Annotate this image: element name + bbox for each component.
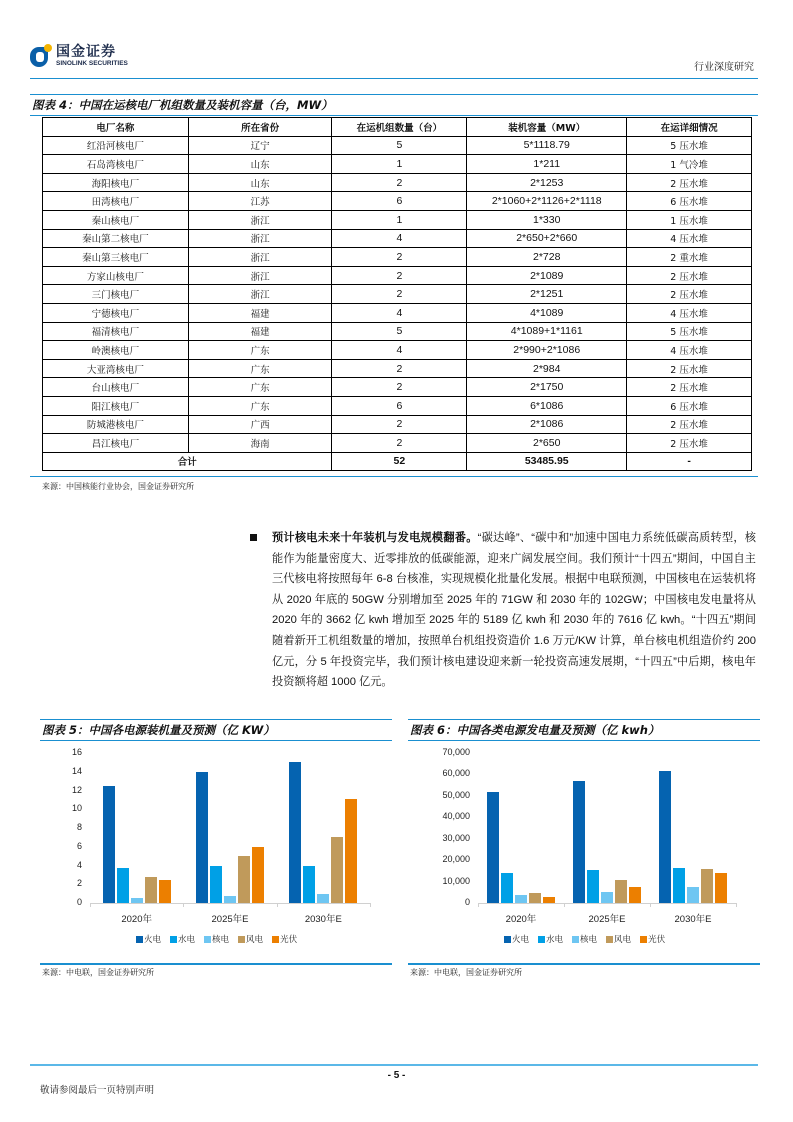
table-cell: 2 压水堆 xyxy=(627,415,752,434)
table-row xyxy=(43,210,752,229)
x-tick-mark xyxy=(90,903,91,907)
page-number: - 5 - xyxy=(387,1070,406,1081)
company-logo xyxy=(30,44,128,68)
x-tick-mark xyxy=(478,903,479,907)
y-tick-label: 0 xyxy=(76,897,82,907)
legend-label: 核电 xyxy=(580,935,598,945)
nuclear-plants-table xyxy=(42,117,752,471)
table-cell: 1 xyxy=(332,155,467,174)
y-tick-label: 2 xyxy=(76,878,82,889)
logo-cn: 国金证券 xyxy=(56,43,116,60)
table-cell: 广东 xyxy=(188,396,332,415)
table-cell: 6 压水堆 xyxy=(627,396,752,415)
legend-swatch-icon xyxy=(640,936,647,943)
table-cell: 1*211 xyxy=(467,155,627,174)
legend-swatch-icon xyxy=(572,936,579,943)
bar-风电 xyxy=(145,877,157,903)
bar-火电 xyxy=(289,762,301,903)
y-tick-label: 10,000 xyxy=(442,875,470,886)
bar-火电 xyxy=(103,786,115,903)
legend-label: 光伏 xyxy=(648,935,666,945)
figure4-title: 图表 4：中国在运核电厂机组数量及装机容量（台，MW） xyxy=(32,98,333,112)
figure5-title-bar xyxy=(40,719,392,741)
legend-item xyxy=(572,933,597,945)
table-cell: 2 压水堆 xyxy=(627,266,752,285)
legend-swatch-icon xyxy=(204,936,211,943)
table-cell: 2*728 xyxy=(467,248,627,267)
table-cell: 5 压水堆 xyxy=(627,322,752,341)
table-cell: 三门核电厂 xyxy=(43,285,189,304)
y-tick-label: 20,000 xyxy=(442,854,470,865)
total-detail: - xyxy=(627,452,752,471)
legend-item xyxy=(238,933,263,945)
legend-label: 光伏 xyxy=(280,935,298,945)
table-cell: 石岛湾核电厂 xyxy=(43,155,189,174)
bar-光伏 xyxy=(629,887,641,903)
legend-label: 水电 xyxy=(546,935,564,945)
legend-label: 水电 xyxy=(178,935,196,945)
table-cell: 昌江核电厂 xyxy=(43,434,189,453)
table-row xyxy=(43,192,752,211)
bar-火电 xyxy=(659,771,671,903)
table-cell: 6 xyxy=(332,396,467,415)
table-cell: 2 压水堆 xyxy=(627,378,752,397)
paragraph-lead: 预计核电未来十年装机与发电规模翻番。 xyxy=(272,531,478,544)
table-cell: 浙江 xyxy=(188,266,332,285)
table-cell: 宁德核电厂 xyxy=(43,303,189,322)
table-cell: 2 xyxy=(332,378,467,397)
table-row xyxy=(43,173,752,192)
x-tick-mark xyxy=(370,903,371,907)
table-row xyxy=(43,434,752,453)
figure5-source: 来源：中电联，国金证券研究所 xyxy=(42,968,154,977)
x-category-label: 2030年E xyxy=(304,914,342,925)
table-cell: 4 xyxy=(332,303,467,322)
bar-核电 xyxy=(687,887,699,903)
table-cell: 2 压水堆 xyxy=(627,359,752,378)
chart-legend xyxy=(136,933,297,945)
bar-风电 xyxy=(529,893,541,903)
x-category-label: 2025年E xyxy=(588,914,626,925)
column-header: 在运详细情况 xyxy=(627,118,752,137)
table-cell: 1 压水堆 xyxy=(627,210,752,229)
bar-核电 xyxy=(317,894,329,903)
y-tick-label: 70,000 xyxy=(442,747,470,757)
table-cell: 6 压水堆 xyxy=(627,192,752,211)
table-cell: 4 压水堆 xyxy=(627,229,752,248)
column-header: 电厂名称 xyxy=(43,118,189,137)
generation-bar-chart xyxy=(408,745,760,950)
table-cell: 2*1253 xyxy=(467,173,627,192)
table-cell: 1 xyxy=(332,210,467,229)
report-type: 行业深度研究 xyxy=(694,62,754,73)
table-row xyxy=(43,341,752,360)
table-cell: 2 压水堆 xyxy=(627,173,752,192)
capacity-bar-chart xyxy=(40,745,392,950)
table-cell: 浙江 xyxy=(188,285,332,304)
bar-水电 xyxy=(117,868,129,903)
table-cell: 福建 xyxy=(188,322,332,341)
table-cell: 1*330 xyxy=(467,210,627,229)
table-cell: 秦山第三核电厂 xyxy=(43,248,189,267)
y-tick-label: 4 xyxy=(76,859,82,870)
table-cell: 广西 xyxy=(188,415,332,434)
bar-核电 xyxy=(515,895,527,903)
bar-水电 xyxy=(673,868,685,903)
legend-swatch-icon xyxy=(606,936,613,943)
bar-风电 xyxy=(238,856,250,903)
bar-火电 xyxy=(487,792,499,903)
table-cell: 4*1089 xyxy=(467,303,627,322)
legend-swatch-icon xyxy=(238,936,245,943)
total-units: 52 xyxy=(332,452,467,471)
table-cell: 2*990+2*1086 xyxy=(467,341,627,360)
total-capacity: 53485.95 xyxy=(467,452,627,471)
table-row xyxy=(43,396,752,415)
footer-divider xyxy=(30,1064,758,1066)
table-cell: 4*1089+1*1161 xyxy=(467,322,627,341)
bar-核电 xyxy=(224,896,236,903)
x-category-label: 2025年E xyxy=(211,914,249,925)
x-category-label: 2020年 xyxy=(505,914,537,925)
figure5-bottom-divider xyxy=(40,963,392,965)
table-cell: 2*1086 xyxy=(467,415,627,434)
table-cell: 2 重水堆 xyxy=(627,248,752,267)
table-row xyxy=(43,229,752,248)
legend-item xyxy=(204,933,229,945)
table-row xyxy=(43,359,752,378)
legend-item xyxy=(136,933,161,945)
legend-item xyxy=(640,933,665,945)
table-row xyxy=(43,248,752,267)
paragraph-body: “碳达峰”、“碳中和”加速中国电力系统低碳高质转型，核能作为能量密度大、近零排放的低碳能源，迎来广阔发展空间。我们预计“十四五”期间，中国自主三代核电将按照每年 6-8 台核准，实现规模化批量化发展。根据中电联预测，中国核电在运装机将从 2020 年底的 50GW 分别增加至 2025 年的 71GW 和 2030 年的 102GW；中国核电发电量将从 2020 年的 3662 亿 kwh 增加至 2025 年的 5189 亿 kwh 和 2030 年的 7616 亿 kwh。“十四五”期间随着新开工机组数量的增加，按照单台机组投资造价 1.6 万元/KW 计算，单台核电机组造价约 200 亿元，分 5 年投资完毕，我们预计核电建设迎来新一轮投资高速发展期，“十四五”中后期，核电年投资额将超 1000 亿元。 xyxy=(272,532,756,689)
table-cell: 浙江 xyxy=(188,248,332,267)
x-tick-mark xyxy=(183,903,184,907)
header-divider xyxy=(30,78,758,79)
x-category-label: 2020年 xyxy=(121,914,152,925)
disclaimer-note: 敬请参阅最后一页特别声明 xyxy=(40,1085,155,1096)
bar-火电 xyxy=(573,781,585,903)
table-cell: 秦山核电厂 xyxy=(43,210,189,229)
page-header xyxy=(30,44,758,80)
x-axis-line xyxy=(478,903,736,904)
x-axis-line xyxy=(90,903,370,904)
table-cell: 5 xyxy=(332,322,467,341)
logo-icon xyxy=(30,44,50,68)
table-cell: 2*650+2*660 xyxy=(467,229,627,248)
bar-风电 xyxy=(701,869,713,903)
table-cell: 2 xyxy=(332,415,467,434)
table-cell: 2 xyxy=(332,434,467,453)
legend-item xyxy=(504,933,529,945)
y-tick-label: 14 xyxy=(71,765,82,776)
table-cell: 大亚湾核电厂 xyxy=(43,359,189,378)
legend-label: 风电 xyxy=(246,935,264,945)
table-total-row xyxy=(43,452,752,471)
table-cell: 2 xyxy=(332,266,467,285)
bar-光伏 xyxy=(715,873,727,903)
table-cell: 防城港核电厂 xyxy=(43,415,189,434)
table-cell: 2 xyxy=(332,173,467,192)
figure6-source: 来源：中电联，国金证券研究所 xyxy=(410,968,522,977)
table-row xyxy=(43,266,752,285)
bar-水电 xyxy=(303,866,315,904)
column-header: 在运机组数量（台） xyxy=(332,118,467,137)
column-header: 所在省份 xyxy=(188,118,332,137)
table-cell: 浙江 xyxy=(188,210,332,229)
table-row xyxy=(43,303,752,322)
table-cell: 2*984 xyxy=(467,359,627,378)
table-cell: 海阳核电厂 xyxy=(43,173,189,192)
total-label: 合计 xyxy=(43,452,332,471)
legend-item xyxy=(538,933,563,945)
legend-swatch-icon xyxy=(170,936,177,943)
table-cell: 福建 xyxy=(188,303,332,322)
legend-label: 核电 xyxy=(212,935,230,945)
table-cell: 辽宁 xyxy=(188,136,332,155)
bar-光伏 xyxy=(543,897,555,903)
y-tick-label: 40,000 xyxy=(442,811,470,822)
bar-光伏 xyxy=(159,880,171,903)
y-tick-label: 60,000 xyxy=(442,768,470,779)
table-cell: 2*650 xyxy=(467,434,627,453)
table-row xyxy=(43,155,752,174)
figure5-title: 图表 5：中国各电源装机量及预测（亿 KW） xyxy=(42,723,275,737)
figure4-title-bar xyxy=(30,94,758,116)
table-cell: 广东 xyxy=(188,359,332,378)
y-tick-label: 12 xyxy=(71,784,82,795)
logo-en: SINOLINK SECURITIES xyxy=(56,59,128,67)
bar-风电 xyxy=(331,837,343,903)
table-cell: 江苏 xyxy=(188,192,332,211)
figure6-bottom-divider xyxy=(408,963,760,965)
table-cell: 岭澳核电厂 xyxy=(43,341,189,360)
table-cell: 5*1118.79 xyxy=(467,136,627,155)
table-cell: 4 xyxy=(332,341,467,360)
x-tick-mark xyxy=(277,903,278,907)
legend-swatch-icon xyxy=(136,936,143,943)
legend-item xyxy=(272,933,297,945)
bar-光伏 xyxy=(345,799,357,903)
table-cell: 2*1089 xyxy=(467,266,627,285)
figure6-title: 图表 6：中国各类电源发电量及预测（亿 kwh） xyxy=(410,723,660,737)
table-cell: 山东 xyxy=(188,155,332,174)
table-cell: 秦山第二核电厂 xyxy=(43,229,189,248)
legend-item xyxy=(606,933,631,945)
legend-swatch-icon xyxy=(504,936,511,943)
x-tick-mark xyxy=(564,903,565,907)
bar-风电 xyxy=(615,880,627,903)
table-cell: 海南 xyxy=(188,434,332,453)
table-cell: 1 气冷堆 xyxy=(627,155,752,174)
table-cell: 台山核电厂 xyxy=(43,378,189,397)
table-cell: 2 压水堆 xyxy=(627,285,752,304)
y-tick-label: 30,000 xyxy=(442,832,470,843)
table-cell: 阳江核电厂 xyxy=(43,396,189,415)
legend-item xyxy=(170,933,195,945)
legend-label: 风电 xyxy=(614,935,632,945)
legend-label: 火电 xyxy=(144,935,162,945)
bar-水电 xyxy=(501,873,513,903)
x-tick-mark xyxy=(736,903,737,907)
y-tick-label: 50,000 xyxy=(442,789,470,800)
bar-火电 xyxy=(196,772,208,903)
table-cell: 5 压水堆 xyxy=(627,136,752,155)
x-tick-mark xyxy=(650,903,651,907)
x-category-label: 2030年E xyxy=(674,914,712,925)
analysis-paragraph xyxy=(272,528,756,693)
chart-legend xyxy=(504,933,665,945)
table-cell: 方家山核电厂 xyxy=(43,266,189,285)
table-cell: 4 压水堆 xyxy=(627,341,752,360)
table-cell: 6 xyxy=(332,192,467,211)
figure4-source: 来源：中国核能行业协会，国金证券研究所 xyxy=(42,482,194,491)
bar-水电 xyxy=(587,870,599,903)
y-tick-label: 6 xyxy=(76,840,82,851)
table-cell: 广东 xyxy=(188,378,332,397)
table-cell: 2*1060+2*1126+2*1118 xyxy=(467,192,627,211)
table-cell: 4 xyxy=(332,229,467,248)
table-row xyxy=(43,378,752,397)
table-row xyxy=(43,322,752,341)
column-header: 装机容量（MW） xyxy=(467,118,627,137)
table-cell: 2*1251 xyxy=(467,285,627,304)
y-tick-label: 10 xyxy=(71,803,82,814)
table-header-row xyxy=(43,118,752,137)
y-tick-label: 0 xyxy=(464,897,470,907)
table-bottom-divider xyxy=(30,476,758,477)
table-cell: 浙江 xyxy=(188,229,332,248)
bullet-icon xyxy=(250,534,257,541)
y-tick-label: 16 xyxy=(71,747,82,757)
table-cell: 2 xyxy=(332,359,467,378)
bar-水电 xyxy=(210,866,222,904)
table-row xyxy=(43,415,752,434)
table-cell: 山东 xyxy=(188,173,332,192)
figure6-title-bar xyxy=(408,719,760,741)
y-tick-label: 8 xyxy=(76,822,82,832)
legend-swatch-icon xyxy=(538,936,545,943)
table-cell: 2 xyxy=(332,285,467,304)
legend-swatch-icon xyxy=(272,936,279,943)
table-cell: 福清核电厂 xyxy=(43,322,189,341)
table-row xyxy=(43,285,752,304)
bar-光伏 xyxy=(252,847,264,903)
table-cell: 广东 xyxy=(188,341,332,360)
legend-label: 火电 xyxy=(512,935,530,945)
table-cell: 2*1750 xyxy=(467,378,627,397)
table-row xyxy=(43,136,752,155)
table-cell: 2 压水堆 xyxy=(627,434,752,453)
table-cell: 2 xyxy=(332,248,467,267)
table-cell: 4 压水堆 xyxy=(627,303,752,322)
table-cell: 6*1086 xyxy=(467,396,627,415)
bar-核电 xyxy=(601,892,613,903)
table-cell: 5 xyxy=(332,136,467,155)
table-cell: 田湾核电厂 xyxy=(43,192,189,211)
bar-核电 xyxy=(131,898,143,903)
table-cell: 红沿河核电厂 xyxy=(43,136,189,155)
